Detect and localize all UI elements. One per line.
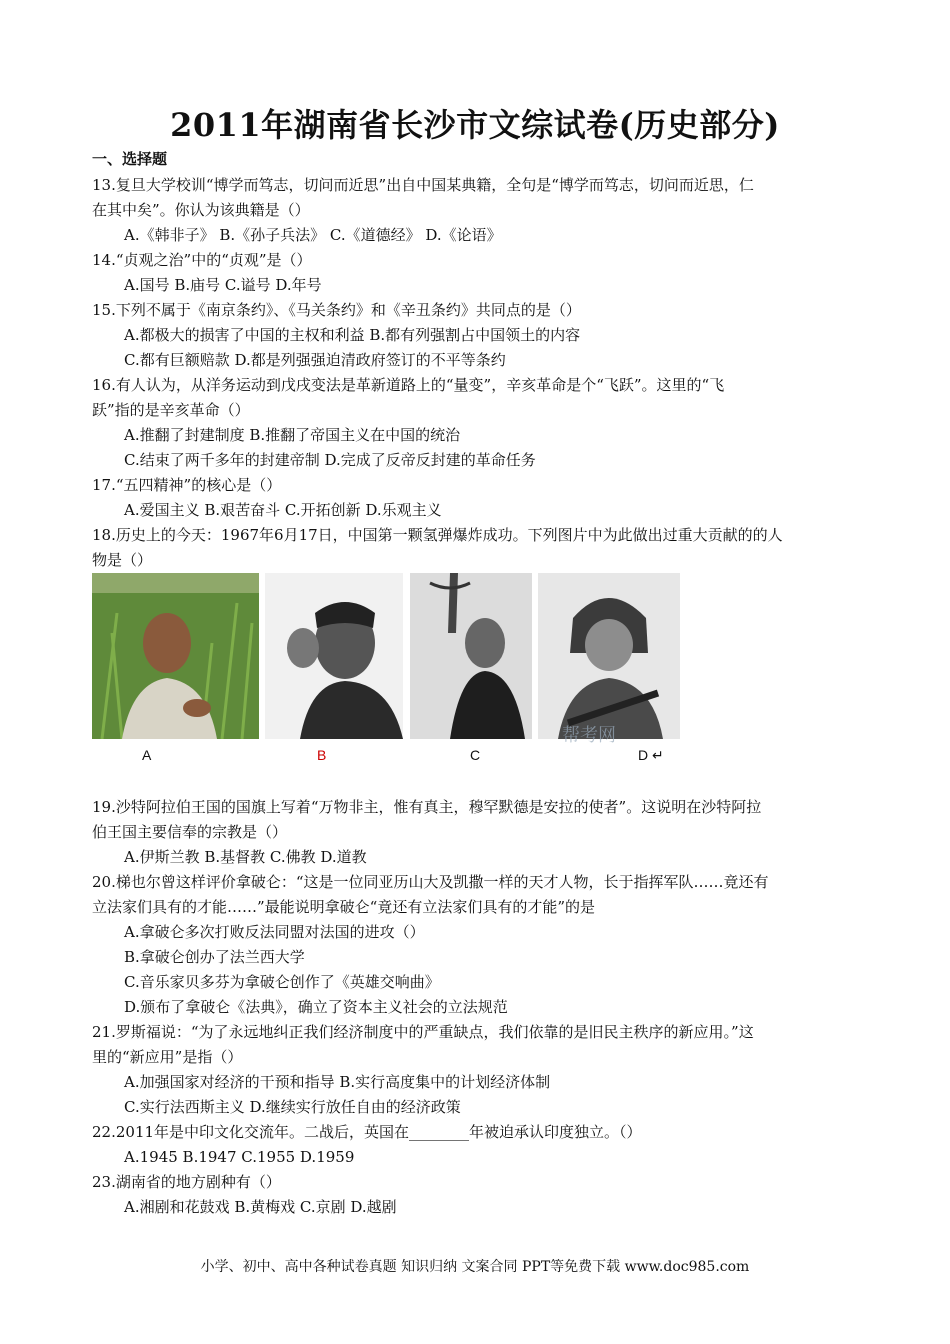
q20-option-c: C.音乐家贝多芬为拿破仑创作了《英雄交响曲》 [124, 973, 440, 991]
section-heading: 一、选择题 [92, 150, 168, 168]
q23-options: A.湘剧和花鼓戏 B.黄梅戏 C.京剧 D.越剧 [124, 1198, 397, 1216]
q18-line-2: 物是（） [92, 551, 153, 569]
q18-line-1: 18.历史上的今天：1967年6月17日，中国第一颗氢弹爆炸成功。下列图片中为此做出过重大贡献的的人 [92, 526, 783, 544]
q20-option-b: B.拿破仑创办了法兰西大学 [124, 948, 305, 966]
q19-options: A.伊斯兰教 B.基督教 C.佛教 D.道教 [124, 848, 367, 866]
photo-caption-b: B [317, 747, 327, 763]
q15-options-ab: A.都极大的损害了中国的主权和利益 B.都有列强割占中国领土的内容 [124, 326, 581, 344]
q16-line-2: 跃”指的是辛亥革命（） [92, 401, 250, 419]
q20-option-a: A.拿破仑多次打败反法同盟对法国的进攻（） [124, 923, 425, 941]
photo-d [538, 573, 680, 739]
photo-c [410, 573, 532, 739]
q18-photo-strip [92, 573, 682, 763]
q17-stem: 17.“五四精神”的核心是（） [92, 476, 282, 494]
q21-options-ab: A.加强国家对经济的干预和指导 B.实行高度集中的计划经济体制 [124, 1073, 551, 1091]
q13-options: A.《韩非子》 B.《孙子兵法》 C.《道德经》 D.《论语》 [124, 226, 502, 244]
watermark: 帮考网 [562, 725, 616, 746]
q16-options-ab: A.推翻了封建制度 B.推翻了帝国主义在中国的统治 [124, 426, 461, 444]
q17-options: A.爱国主义 B.艰苦奋斗 C.开拓创新 D.乐观主义 [124, 501, 442, 519]
q13-line-2: 在其中矣”。你认为该典籍是（） [92, 201, 310, 219]
q20-line-1: 20.梯也尔曾这样评价拿破仑：“这是一位同亚历山大及凯撒一样的天才人物，长于指挥军队……竟还有 [92, 873, 769, 891]
photo-caption-d: D ↵ [638, 747, 664, 763]
q16-options-cd: C.结束了两千多年的封建帝制 D.完成了反帝反封建的革命任务 [124, 451, 536, 469]
photo-b [265, 573, 403, 739]
photo-caption-a: A [142, 747, 152, 763]
q19-line-2: 伯王国主要信奉的宗教是（） [92, 823, 288, 841]
q14-stem: 14.“贞观之治”中的“贞观”是（） [92, 251, 312, 269]
q14-options: A.国号 B.庙号 C.谥号 D.年号 [124, 276, 322, 294]
q16-line-1: 16.有人认为，从洋务运动到戊戌变法是革新道路上的“量变”，辛亥革命是个“飞跃”。这里的“飞 [92, 376, 725, 394]
q21-line-1: 21.罗斯福说：“为了永远地纠正我们经济制度中的严重缺点，我们依靠的是旧民主秩序的新应用。”这 [92, 1023, 754, 1041]
q22-stem: 22.2011年是中印文化交流年。二战后，英国在________年被迫承认印度独立。（） [92, 1123, 642, 1141]
photo-a [92, 573, 259, 739]
q21-line-2: 里的“新应用”是指（） [92, 1048, 243, 1066]
page-footer: 小学、初中、高中各种试卷真题 知识归纳 文案合同 PPT等免费下载 www.doc985.com [200, 1259, 750, 1275]
q15-stem: 15.下列不属于《南京条约》、《马关条约》和《辛丑条约》共同点的是（） [92, 301, 581, 319]
q13-line-1: 13.复旦大学校训“博学而笃志，切问而近思”出自中国某典籍，全句是“博学而笃志，切问而近思，仁 [92, 176, 754, 194]
page-title: 2011年湖南省长沙市文综试卷(历史部分) [170, 106, 780, 144]
q22-options: A.1945 B.1947 C.1955 D.1959 [124, 1148, 355, 1166]
q19-line-1: 19.沙特阿拉伯王国的国旗上写着“万物非主，惟有真主，穆罕默德是安拉的使者”。这说明在沙特阿拉 [92, 798, 762, 816]
photo-caption-c: C [470, 747, 481, 763]
q23-stem: 23.湖南省的地方剧种有（） [92, 1173, 281, 1191]
q21-options-cd: C.实行法西斯主义 D.继续实行放任自由的经济政策 [124, 1098, 461, 1116]
q15-options-cd: C.都有巨额赔款 D.都是列强强迫清政府签订的不平等条约 [124, 351, 506, 369]
q20-line-2: 立法家们具有的才能……”最能说明拿破仑“竟还有立法家们具有的才能”的是 [92, 898, 596, 916]
q20-option-d: D.颁布了拿破仑《法典》，确立了资本主义社会的立法规范 [124, 998, 508, 1016]
